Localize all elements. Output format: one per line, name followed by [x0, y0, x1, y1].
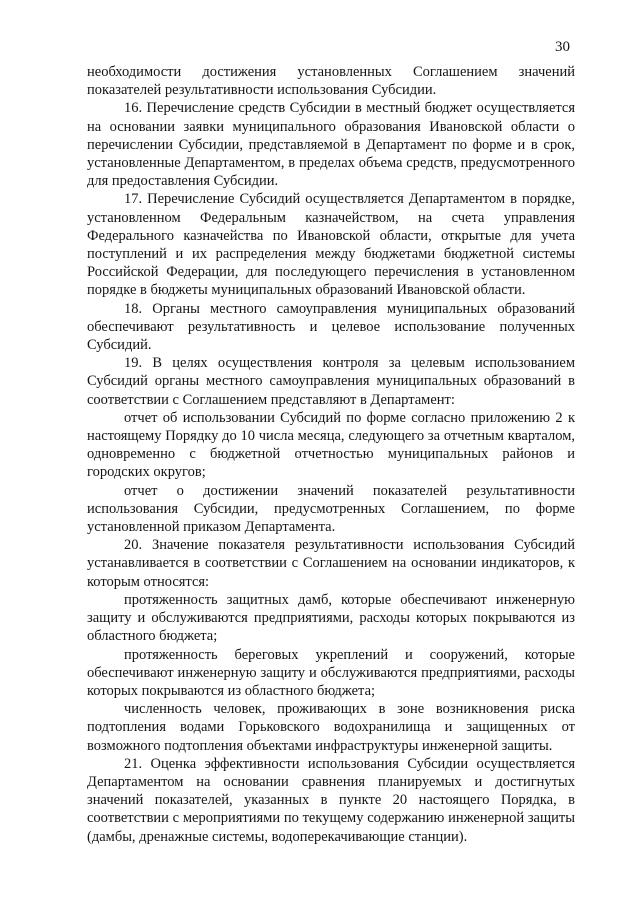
- paragraph-0: необходимости достижения установленных Соглашением значений показателей результативности использования Субсидии.: [87, 64, 575, 99]
- paragraph-19: 19. В целях осуществления контроля за целевым использованием Субсидий органы местного самоуправления муниципальных образований в соответствии с Соглашением представляют в Департамент:: [87, 355, 575, 408]
- paragraph-18: 18. Органы местного самоуправления муниципальных образований обеспечивают результативность и целевое использование полученных Субсидий.: [87, 300, 575, 354]
- paragraph-list: [87, 63, 575, 846]
- paragraph-20-item-1: протяженность защитных дамб, которые обеспечивают инженерную защиту и обслуживаются предприятиями, расходы которых покрываются из областного бюджета;: [87, 591, 575, 645]
- paragraph-19-item-2: отчет о достижении значений показателей результативности использования Субсидии, предусмотренных Соглашением, по форме установленной приказом Департамента.: [87, 482, 575, 536]
- paragraph-20: 20. Значение показателя результативности использования Субсидий устанавливается в соответствии с Соглашением на основании индикаторов, к которым относятся:: [87, 537, 575, 590]
- paragraph-20-item-3: численность человек, проживающих в зоне возникновения риска подтопления водами Горьковского водохранилища и защищенных от возможного подтопления объектами инфраструктуры инженерной защиты.: [87, 701, 575, 754]
- page-number: 30: [555, 39, 570, 55]
- paragraph-16: 16. Перечисление средств Субсидии в местный бюджет осуществляется на основании заявки муниципального образования Ивановской области о перечислении Субсидии, представляемой в Департамент по форме и в срок, установленные Департаментом, в пределах объема средств, предусмотренного для предоставления Субсидии.: [87, 100, 575, 190]
- paragraph-21: 21. Оценка эффективности использования Субсидии осуществляется Департаментом на основании сравнения планируемых и достигнутых значений показателей, указанных в пункте 20 настоящего Порядка, в соответствии с мероприятиями по текущему содержанию инженерной защиты (дамбы, дренажные системы, водоперекачивающие станции).: [87, 755, 575, 845]
- paragraph-20-item-2: протяженность береговых укреплений и сооружений, которые обеспечивают инженерную защиту и обслуживаются предприятиями, расходы которых покрываются из областного бюджета;: [87, 646, 575, 699]
- paragraph-17: 17. Перечисление Субсидий осуществляется Департаментом в порядке, установленном Федеральным казначейством, на счета управления Федерального казначейства по Ивановской области, открытые для учета поступлений и их распределения между бюджетами бюджетной системы Российской Федерации, для последующего перечисления в установленном порядке в бюджеты муниципальных образований Ивановской области.: [87, 191, 575, 299]
- paragraph-19-item-1: отчет об использовании Субсидий по форме согласно приложению 2 к настоящему Порядку до 10 числа месяца, следующего за отчетным кварталом, одновременно с бюджетной отчетностью муниципальных районов и городских округов;: [87, 409, 575, 481]
